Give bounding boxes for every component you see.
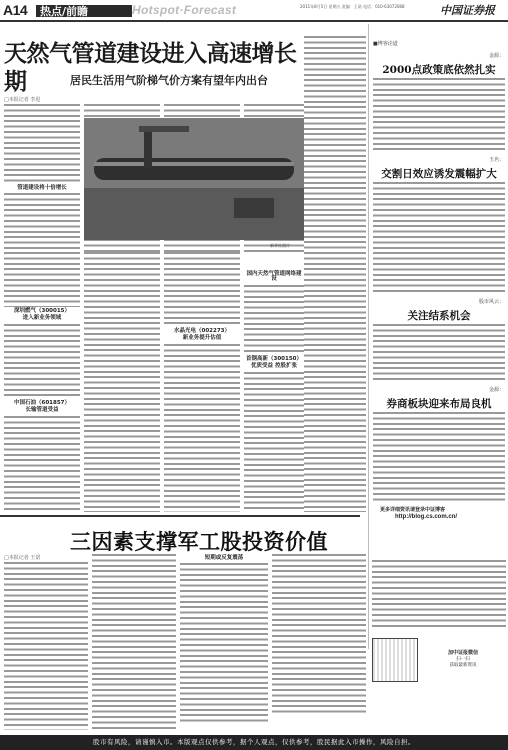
pipeline-illustration (84, 118, 304, 240)
mid-subtitle-2: 新业务提升估值 (182, 335, 222, 342)
bottom-col2 (92, 554, 176, 730)
left-column (4, 252, 80, 512)
sidebar-divider (368, 24, 369, 649)
left-subtitle-1: 深圳燃气（300015） (14, 308, 70, 314)
weixin-title: 加中证报微信 (447, 650, 478, 656)
sidebar-section: ■博客论道 (373, 41, 398, 47)
blog-link-label: 更多详细资讯请登录中证博客 (380, 507, 446, 513)
blog-author-3: 股市风云： (478, 299, 504, 305)
bottom-author: □本报记者 王诺 (4, 555, 41, 561)
lead-author: □本报记者 李进 (4, 97, 41, 103)
right-subtitle-1: 国内天然气管道网络建设 (246, 271, 302, 283)
left-subtitle-3: 中国石油（601857） (14, 399, 70, 406)
section-title-en: Hotspot·Forecast (132, 3, 237, 17)
mid-left-column (84, 252, 160, 512)
right-subtitle-3: 首钢高新（300150） (246, 355, 302, 362)
photo-caption: 新华社图片 (270, 243, 290, 248)
lead-subtitle-1: 管道建设将十倍增长 (17, 185, 67, 191)
blog-body-2 (373, 182, 505, 292)
lead-body-col1 (4, 104, 80, 252)
bottom-col5 (372, 560, 506, 630)
bottom-headline: 三因素支撑军工股投资价值 (70, 529, 328, 554)
blog-author-1: 金源： (488, 53, 504, 59)
footer-disclaimer: 股市有风险，请谨慎入市。本版观点仅供参考，据个人观点，仅供参考，股民据此入市操作，风险自担。 (0, 735, 508, 750)
blog-title-3: 关注结系机会 (407, 310, 471, 322)
blog-body-1 (373, 78, 505, 150)
bottom-col1 (4, 562, 88, 730)
weixin-line1: 扫一扫 (456, 657, 470, 662)
blog-author-4: 金源： (488, 387, 504, 393)
right-column-2 (304, 252, 366, 512)
header-meta: 2011年8月5日 星期五 责编：王诺 电话：010-63072088 (300, 4, 405, 9)
header-rule (0, 20, 508, 22)
left-subtitle-4: 长输管道受益 (25, 407, 59, 414)
right-subtitle-4: 优质受益 控股扩张 (251, 363, 297, 370)
blog-title-1: 2000点政策底依然扎实 (382, 64, 496, 76)
weixin-line2: 获取最新资讯 (449, 663, 477, 668)
pipeline-photo (84, 118, 304, 240)
blog-author-2: 玉名： (488, 157, 504, 163)
section-title: 热点/前瞻 (40, 5, 89, 18)
mid-column (164, 252, 240, 512)
blog-body-3 (373, 324, 505, 380)
masthead: 中国证券报 (440, 4, 495, 17)
lead-body-col5 (304, 36, 366, 252)
bottom-col4 (272, 554, 366, 730)
right-column (244, 252, 304, 512)
lead-subhead: 居民生活用气阶梯气价方案有望年内出台 (70, 74, 268, 87)
qr-code (372, 638, 418, 682)
weixin-promo (420, 650, 506, 669)
blog-title-2: 交割日效应诱发震幅扩大 (381, 168, 497, 180)
blog-body-4 (373, 412, 505, 502)
bottom-subtitle-1: 短期或反复震荡 (204, 555, 244, 561)
left-subtitle-2: 进入新业务领域 (22, 315, 62, 322)
lead-headline: 天然气管道建设进入高速增长期 (4, 40, 297, 95)
blog-title-4: 券商板块迎来布局良机 (386, 398, 492, 410)
blog-link-url[interactable]: http://blog.cs.com.cn/ (395, 514, 458, 520)
bottom-col3 (180, 554, 268, 730)
mid-subtitle-1: 水晶光电（002273） (174, 328, 230, 334)
bottom-rule (0, 515, 360, 517)
page-number: A14 (3, 2, 28, 18)
